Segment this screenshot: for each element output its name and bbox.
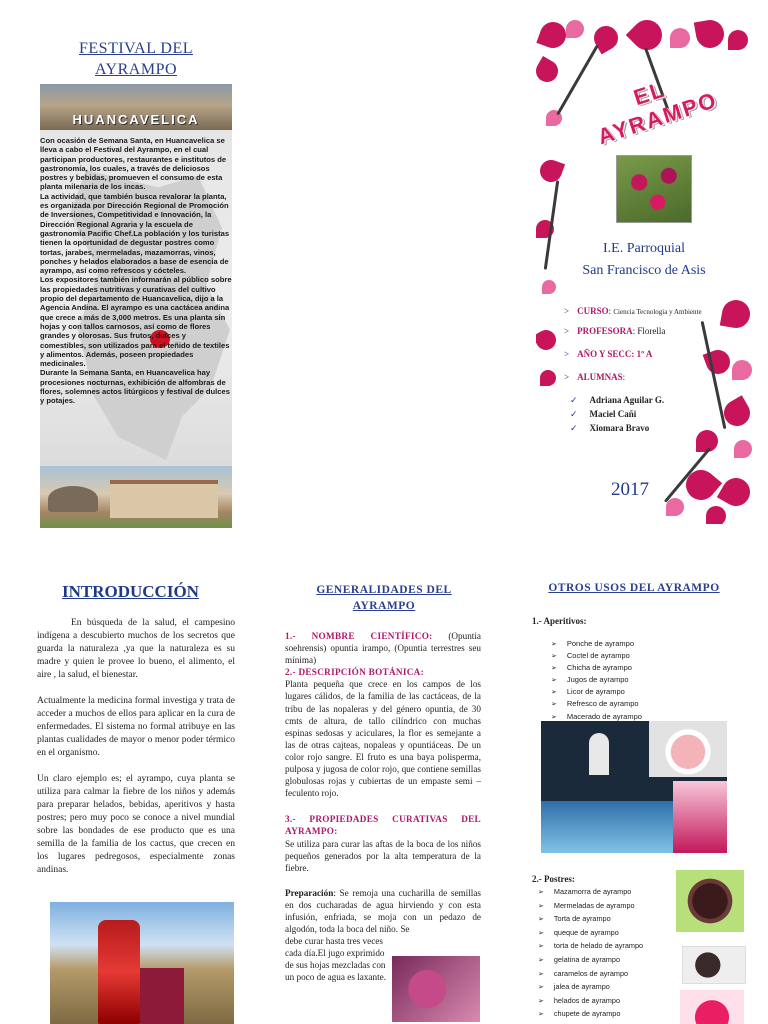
chevron-right-icon: > <box>564 349 570 359</box>
chevron-right-icon: > <box>564 372 570 382</box>
school-name-line1: I.E. Parroquial <box>602 241 686 256</box>
list-item: ➢ jalea de ayrampo <box>538 981 643 995</box>
festival-title: FESTIVAL DEL AYRAMPO <box>79 40 193 78</box>
descripcion-text: Planta pequeña que crece en los campos de los lugares cálidos, de la familia de las cactáceas, de la tribu de las nopaleras y del género opuntia, de 30 cmts de altura, de tallo cilíndrico con muchas espinas sedosas y aciculares, la flor es semejante a las de otras cajteas, nopaleas y opuntiáceas. De un color rojo sangre. El fruto es una baya polisperma, pulposa y jugosa de color rojo, que contiene semillas globulosas rojas y cubiertas de un empaste semi – feculento rojo. <box>285 679 481 799</box>
list-item: ➢ torta de helado de ayrampo <box>538 940 643 954</box>
bartender-shape <box>589 733 609 775</box>
festival-paragraph: Los expositores también informarán al público sobre las propiedades nutritivas y curativas del cultivo propio del departamento de Huancavelica, dijo a la Agencia Andina. El ayrampo es una cactácea andina que crece a más de 3,000 metros. Es una planta sin hojas y con tallos carnosos, así como de flores grandes y olorosas. Sus frutos, dulces y comestibles, son utilizados para el teñido de textiles y alimentos. Además, poseen propiedades medicinales. <box>40 275 232 369</box>
festival-paragraph: La actividad, que también busca revalorar la planta, es organizada por Dirección Regional de Promoción de Inversiones, Competitividad e Innovación, la Dirección Regional Agraria y la escuela de gastronomía Pacific Chef.La población y los turistas tienen la oportunidad de degustar postres como tortas, jarabes, mermeladas, mazamorras, vinos, ponches y helados elaborados a base de esencia de ayrampo, así como refrescos y cócteles. <box>40 191 230 276</box>
generalidades-text <box>285 630 481 984</box>
cake-photo <box>676 870 744 932</box>
ayrampo-seeds-photo <box>392 956 480 1022</box>
intro-paragraph: Actualmente la medicina formal investiga y trata de acceder a muchos de ellos para aplicar en la cura de enfermedades. El sistema no formal atribuye en las plantas cualidades de mayor o menor poder térmico en el organismo. <box>37 696 235 758</box>
jam-photo <box>682 946 746 984</box>
list-item: ➢ Mazamorra de ayrampo <box>538 886 643 900</box>
list-item: ➢ Refresco de ayrampo <box>551 698 642 710</box>
cover-year: 2017 <box>611 479 649 500</box>
list-item: ➢ caramelos de ayrampo <box>538 968 643 982</box>
list-item: ➢ Mermeladas de ayrampo <box>538 900 643 914</box>
curso-line: > CURSO: Ciencia Tecnologia y Ambiente <box>564 306 702 316</box>
chevron-right-icon: > <box>564 326 570 336</box>
list-item: ➢ gelatina de ayrampo <box>538 954 643 968</box>
festival-paragraph: Durante la Semana Santa, en Huancavelica hay procesiones nocturnas, exhibición de alfombras de flores, solemnes actos litúrgicos y festival de dulces y potajes. <box>40 368 230 406</box>
intro-paragraph: En búsqueda de la salud, el campesino indígena a descubierto muchos de los secretos que guarda la naturaleza ,ya que la naturaleza es su madre y quien le provee lo bueno, el alimento, el aire , la salud, el bienestar. <box>37 618 235 680</box>
preparacion-text: Preparación: Se remoja una cucharilla de semillas en dos cucharadas de agua hirviendo y con esta infusión, enfriada, se moja con un pedazo de algodón, toda la boca del niño. Se <box>285 887 481 935</box>
chevron-right-icon: > <box>564 306 570 316</box>
list-item: ➢ queque de ayrampo <box>538 927 643 941</box>
student-item: ✓ Xiomara Bravo <box>570 423 650 433</box>
check-icon: ✓ <box>570 409 578 419</box>
drink-shape <box>673 781 727 853</box>
huancavelica-plaza-photo <box>40 466 232 528</box>
alumnas-line: > ALUMNAS: <box>564 372 626 382</box>
intro-paragraph: Un claro ejemplo es; el ayrampo, cuya planta se utiliza para calmar la fiebre de los niños y además para preparar helados, bebidas, aperitivos y hasta postres; pero muy poco se conoce a nivel mundial sobre las bondades de ese producto que es una semilla de la familia de los cactus, que crecen en los lugares pedregosos, especialmente zonas andinas. <box>37 774 235 875</box>
postres-list <box>538 886 643 1022</box>
list-item: ➢ helados de ayrampo <box>538 995 643 1009</box>
cup-shape <box>649 721 727 777</box>
list-item: ➢ Licor de ayrampo <box>551 686 642 698</box>
propiedades-text: Se utiliza para curar las aftas de la boca de los niños pequeños generados por la alta temperatura de la fiebre. <box>285 838 481 873</box>
student-item: ✓ Adriana Aguilar G. <box>570 395 665 405</box>
check-icon: ✓ <box>570 395 578 405</box>
descripcion-heading: 2.- DESCRIPCIÓN BOTÁNICA: <box>285 667 424 678</box>
list-item: ➢ Torta de ayrampo <box>538 913 643 927</box>
intro-text <box>37 617 235 890</box>
check-icon: ✓ <box>570 423 578 433</box>
list-item: ➢ Coctel de ayrampo <box>551 650 642 662</box>
list-item: ➢ Chicha de ayrampo <box>551 662 642 674</box>
festival-paragraph: Con ocasión de Semana Santa, en Huancavelica se lleva a cabo el Festival del Ayrampo, en el cual participan productores, restaurantes e institutos de gastronomía, los cuales, a través de deliciosos postres y bebidas, promueven el consumo de esta planta milenaria de los incas. <box>40 136 227 192</box>
anio-line: > AÑO Y SECC: 1º A <box>564 349 653 359</box>
festival-text <box>40 136 232 406</box>
aperitivos-list <box>551 638 642 723</box>
student-item: ✓ Maciel Cañi <box>570 409 637 419</box>
postres-label: 2.- Postres: <box>532 874 575 884</box>
cover-title: EL AYRAMPO <box>594 76 721 150</box>
bar-counter-shape <box>541 801 673 853</box>
fountain-shape <box>48 486 98 512</box>
intro-title: INTRODUCCIÓN <box>62 582 199 601</box>
list-item: ➢ Jugos de ayrampo <box>551 674 642 686</box>
glass-shape <box>140 968 184 1024</box>
generalidades-title: GENERALIDADES DEL AYRAMPO <box>316 584 452 612</box>
ayrampo-cactus-photo <box>616 155 692 223</box>
list-item: ➢ Ponche de ayrampo <box>551 638 642 650</box>
aperitivos-label: 1.- Aperitivos: <box>532 616 587 626</box>
otros-usos-title: OTROS USOS DEL AYRAMPO <box>548 582 720 594</box>
list-item: ➢ chupete de ayrampo <box>538 1008 643 1022</box>
church-shape <box>110 480 218 518</box>
bar-drinks-photo <box>541 721 727 853</box>
school-name-line2: San Francisco de Asis <box>582 263 706 278</box>
list-item: ➢ Macerado de ayrampo <box>551 711 642 723</box>
bottle-shape <box>98 920 140 1024</box>
nombre-cientifico: 1.- NOMBRE CIENTÍFICO: (Opuntia soehrensis) opuntia irampo, (Opuntia terrestres seu mínima) <box>285 631 481 666</box>
huancavelica-banner-text: HUANCAVELICA <box>72 112 200 127</box>
preparacion-continued: debe curar hasta tres veces cada día.El jugo exprimido de sus hojas mezcladas con un poco de agua es laxante. <box>285 936 387 983</box>
profesora-line: > PROFESORA: Florella <box>564 326 666 336</box>
propiedades-heading: 3.- PROPIEDADES CURATIVAS DEL AYRAMPO: <box>285 814 481 837</box>
ice-cream-photo <box>680 990 744 1024</box>
